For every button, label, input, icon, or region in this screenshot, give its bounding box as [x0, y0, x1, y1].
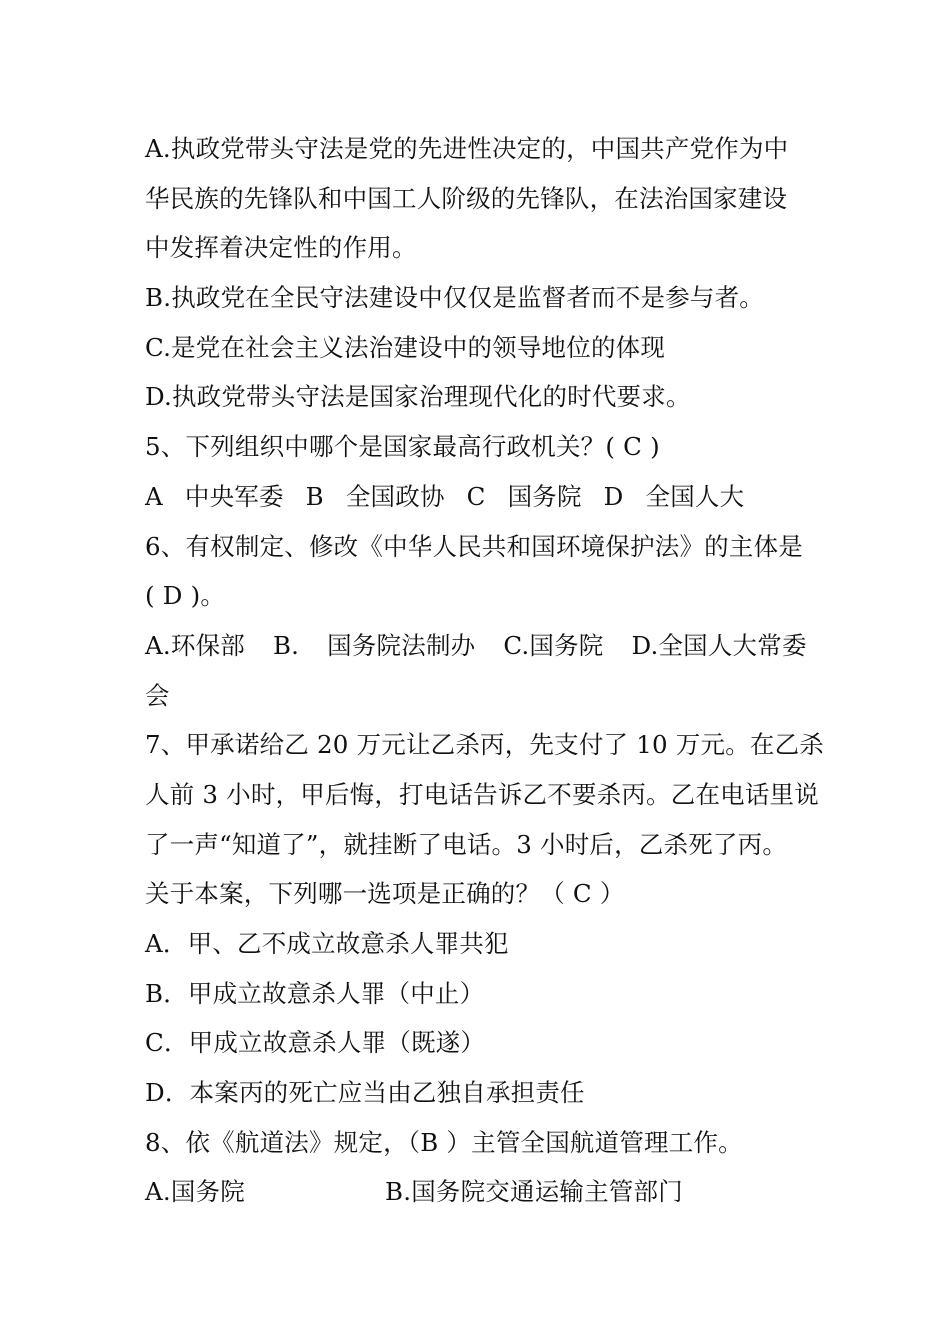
question-8-option-b: B.国务院交通运输主管部门 [385, 1177, 683, 1207]
option-text: C.是党在社会主义法治建设中的领导地位的体现 [145, 332, 666, 362]
question-6-answer: ( D )。 [145, 581, 226, 611]
question-8-option-a: A.国务院 [145, 1177, 245, 1207]
question-7: 7、甲承诺给乙 20 万元让乙杀丙，先支付了 10 万元。在乙杀 [145, 730, 824, 760]
question-7-option-b: B．甲成立故意杀人罪（中止） [145, 978, 485, 1008]
question-7-cont: 关于本案，下列哪一选项是正确的？（ C ） [145, 879, 625, 909]
question-7-option-a: A．甲、乙不成立故意杀人罪共犯 [145, 929, 509, 958]
option-text: 华民族的先锋队和中国工人阶级的先锋队，在法治国家建设 [145, 183, 788, 213]
question-8-options [145, 1167, 825, 1217]
question-8: 8、依《航道法》规定，（B ）主管全国航道管理工作。 [145, 1127, 743, 1157]
question-7-option-d: D．本案丙的死亡应当由乙独自承担责任 [145, 1078, 585, 1108]
question-7-cont: 人前 3 小时，甲后悔，打电话告诉乙不要杀丙。乙在电话里说 [145, 779, 819, 809]
question-5: 5、下列组织中哪个是国家最高行政机关？( C ) [145, 432, 660, 462]
question-6-options: A.环保部 B. 国务院法制办 C.国务院 D.全国人大常委 [145, 630, 807, 660]
question-7-option-c: C．甲成立故意杀人罪（既遂） [145, 1028, 486, 1058]
option-text: D.执政党带头守法是国家治理现代化的时代要求。 [145, 382, 691, 412]
question-5-options: A 中央军委 B 全国政协 C 国务院 D 全国人大 [145, 481, 745, 511]
question-7-cont: 了一声“知道了”，就挂断了电话。3 小时后，乙杀死了丙。 [145, 829, 788, 859]
question-6: 6、有权制定、修改《中华人民共和国环境保护法》的主体是 [145, 531, 803, 561]
option-text: A.执政党带头守法是党的先进性决定的，中国共产党作为中 [145, 134, 789, 163]
option-text: 中发挥着决定性的作用。 [145, 233, 417, 263]
option-text: B.执政党在全民守法建设中仅仅是监督者而不是参与者。 [145, 283, 764, 313]
question-6-options-cont: 会 [145, 680, 170, 710]
document-body [145, 124, 825, 1217]
